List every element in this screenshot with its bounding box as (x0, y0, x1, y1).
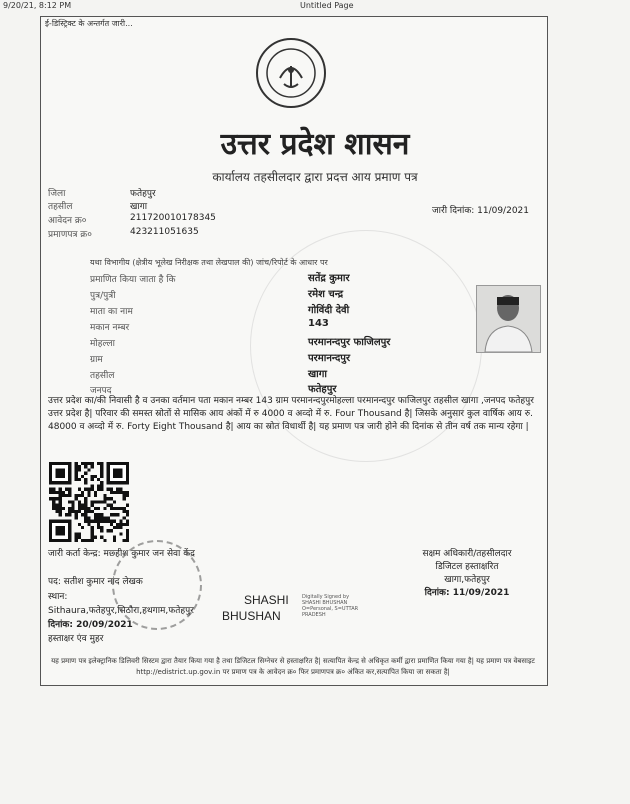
field-label-mother: माता का नाम (90, 307, 133, 317)
field-value-name: सतेंद्र कुमार (308, 273, 350, 284)
officer-block (412, 548, 522, 600)
certificate-paragraph: उत्तर प्रदेश का/की निवासी है व उनका वर्तमान पता मकान नम्बर 143 ग्राम परमानन्दपुरमोहल्ला परमानन्दपुर फाजिलपुर तहसील खागा ,जनपद फतेहपुर उत्तर प्रदेश है| परिवार की समस्त स्रोतों से मासिक आय अंकों में रु 4000 व अव्दो में रु. Four Thousand है| जिसके अनुसार कुल वार्षिक आय रु. 48000 व अव्दो में रु. Forty Eight Thousand है| आय का स्रोत विधार्थी है| यह प्रमाण पत्र जारी होने की दिनांक से तीन वर्ष तक मान्य रहेगा | (48, 396, 534, 432)
intro-text: यथा विभागीय (क्षेत्रीय भूलेख निरीक्षक तथा लेखपाल की) जांच/रिपोर्ट के आधार पर (90, 258, 328, 267)
field-value-janpad: फतेहपुर (308, 384, 337, 395)
csc-stamp-icon (112, 540, 202, 630)
field-label-house-no: मकान नम्बर (90, 323, 130, 333)
signature-name (222, 592, 289, 624)
field-value-father: रमेश चन्द्र (308, 289, 344, 300)
field-value-tehsil-2: खागा (308, 369, 327, 380)
applicant-photo (476, 285, 541, 353)
field-value-house-no: 143 (308, 318, 329, 329)
issuer-seal-label: हस्ताक्षर एंव मुहर (48, 634, 104, 644)
field-value-district: फतेहपुर (130, 189, 156, 199)
field-label-certificate-no: प्रमाणपत्र क्र० (48, 230, 92, 240)
print-timestamp: 9/20/21, 8:12 PM (3, 1, 72, 10)
edistrict-note: ई-डिस्ट्रिक्ट के अन्तर्गत जारी... (45, 19, 133, 28)
signature-name-first: SHASHI (244, 593, 289, 607)
field-value-tehsil: खागा (130, 202, 148, 212)
up-government-emblem-icon (256, 38, 326, 108)
field-label-certified: प्रमाणित किया जाता है कि (90, 275, 176, 285)
issuer-post: पद: सतीश कुमार नांद लेखक (48, 577, 143, 587)
print-title: Untitled Page (300, 1, 354, 10)
footer-note: यह प्रमाण पत्र इलेक्ट्रानिक डिलिवरी सिस्टम द्वारा तैयार किया गया है तथा डिजिटल सिग्नेचर से हस्ताक्षरित है| सत्यापित केन्द्र से अधिकृत कर्मी द्वारा प्रमाणित किया गया है| यह प्रमाण पत्र वेबसाइट http://edistrict.up.gov.in पर प्रमाण पत्र के आवेदन क्र० फिर प्रमाणपत्र क्र० अंकित कर,सत्यापित किया जा सकता है| (51, 657, 535, 676)
field-value-village: परमानन्दपुर (308, 353, 351, 364)
issuer-place: Sithaura,फतेहपुर,सिठौरा,हथगाम,फतेहपुर (48, 606, 194, 616)
field-value-application-no: 211720010178345 (130, 213, 216, 223)
issue-date: जारी दिनांक: 11/09/2021 (432, 206, 529, 216)
field-label-application-no: आवेदन क्र० (48, 216, 87, 226)
field-label-locality: मोहल्ला (90, 339, 115, 349)
field-label-janpad: जनपद (90, 386, 112, 396)
issuer-date: दिनांक: 20/09/2021 (48, 620, 133, 630)
field-value-certificate-no: 423211051635 (130, 227, 199, 237)
page-subtitle: कार्यालय तहसीलदार द्वारा प्रदत्त आय प्रमाण पत्र (212, 170, 418, 184)
field-label-tehsil-2: तहसील (90, 371, 115, 381)
field-label-district: जिला (48, 189, 66, 199)
qr-code (49, 462, 129, 542)
issuer-place-label: स्थान: (48, 592, 68, 602)
field-label-village: ग्राम (90, 355, 103, 365)
signature-name-last: BHUSHAN (222, 609, 281, 623)
digital-signature-details: Digitally Signed by SHASHI BHUSHAN O=Personal, S=UTTAR PRADESH (302, 594, 359, 618)
field-value-mother: गोविंदी देवी (308, 305, 350, 316)
page-title: उत्तर प्रदेश शासन (220, 127, 410, 162)
field-label-tehsil: तहसील (48, 202, 73, 212)
officer-digital: डिजिटल हस्ताक्षरित (435, 562, 499, 572)
issuer-kendra: जारी कर्ता केन्द्र: मछ्हीश कुमार जन सेवा केंद्र (48, 549, 195, 559)
officer-date: दिनांक: 11/09/2021 (424, 588, 510, 598)
officer-title: सक्षम अधिकारी/तहसीलदार (422, 549, 512, 559)
field-value-locality: परमानन्दपुर फाजिलपुर (308, 337, 391, 348)
field-label-son-daughter: पुत्र/पुत्री (90, 291, 116, 301)
officer-place: खागा,फतेहपुर (444, 575, 490, 585)
